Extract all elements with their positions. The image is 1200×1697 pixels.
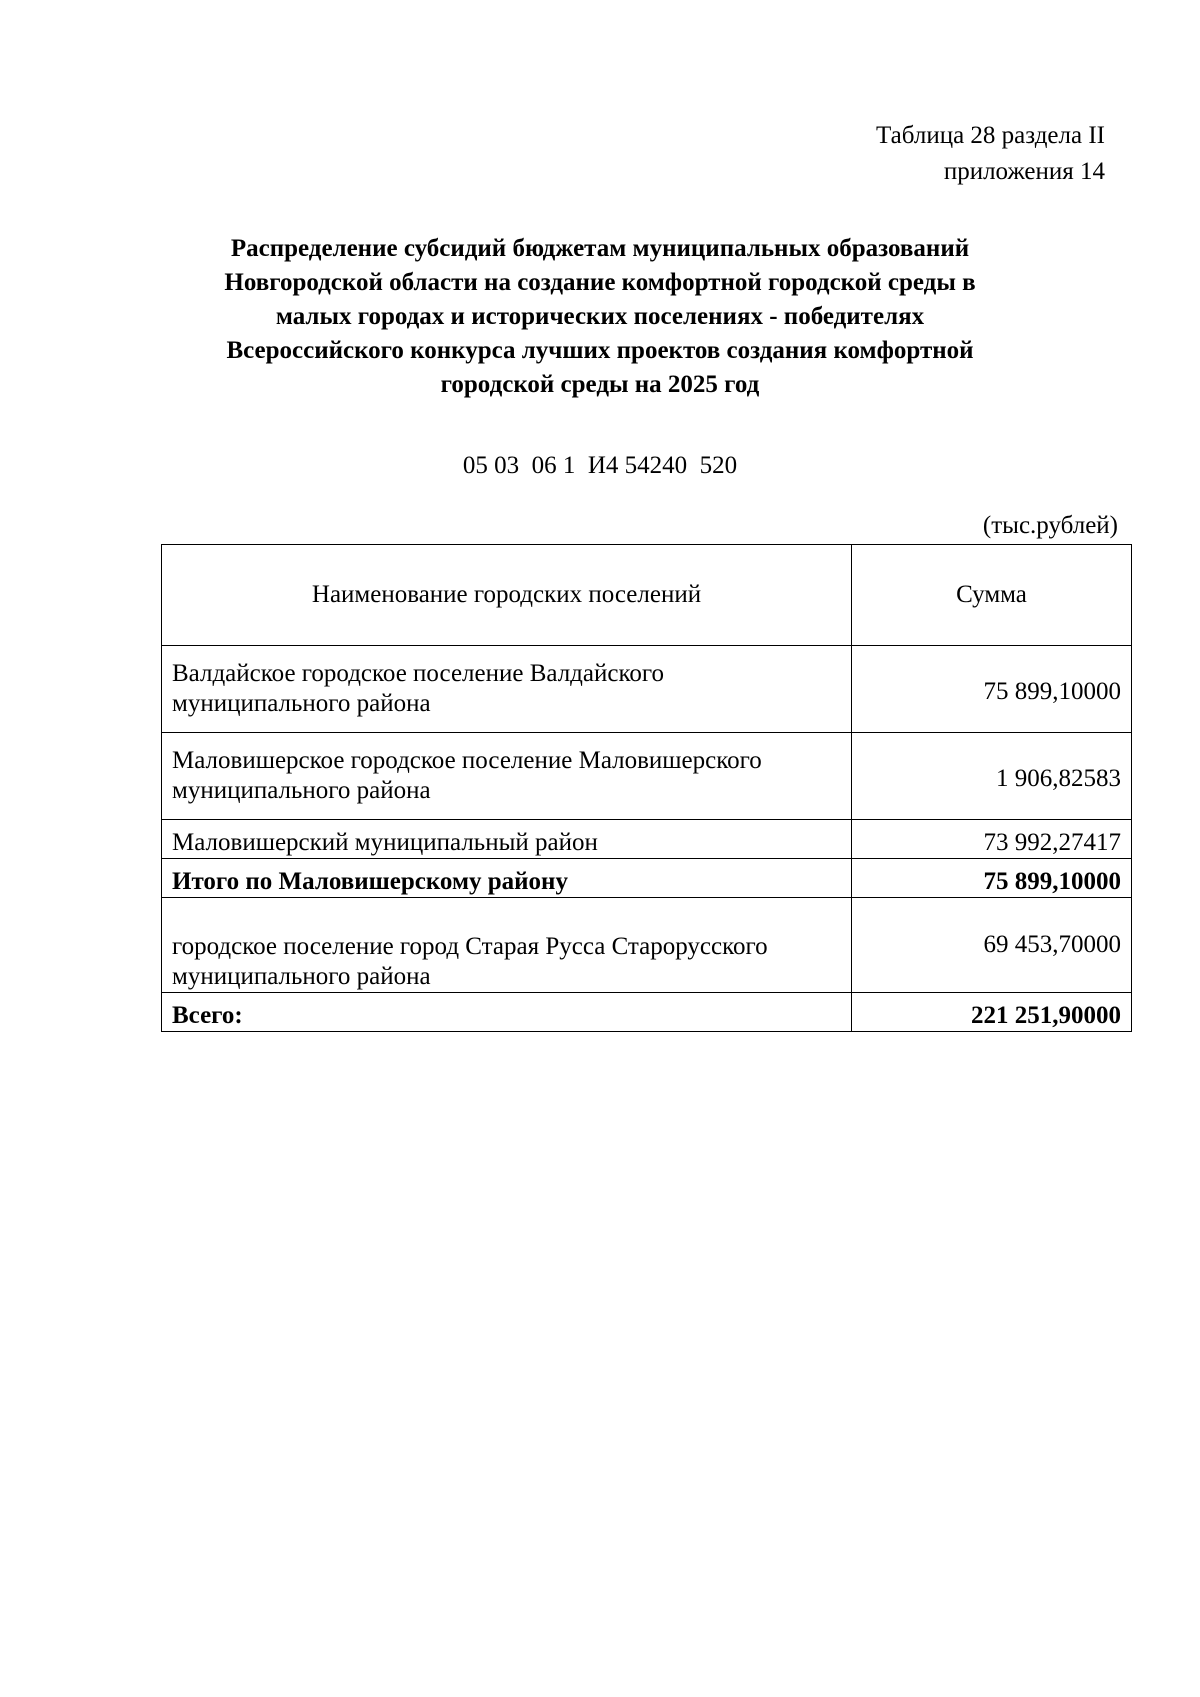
row-name: городское поселение город Старая Русса Старорусского муниципального района [162,898,852,993]
title-line: малых городах и исторических поселениях - победителях [275,303,925,330]
column-header-name: Наименование городских поселений [162,545,852,646]
row-sum: 1 906,82583 [852,733,1132,820]
table-header-row [162,545,1132,646]
row-sum: 75 899,10000 [852,646,1132,733]
subtotal-sum: 75 899,10000 [852,859,1132,898]
row-sum: 69 453,70000 [852,898,1132,993]
table-row [162,898,1132,993]
subsidy-table [161,544,1132,1032]
total-row [162,993,1132,1032]
subtotal-row [162,859,1132,898]
document-title [150,232,1050,402]
table-reference [876,118,1105,190]
table-row [162,733,1132,820]
unit-label: (тыс.рублей) [982,512,1118,539]
row-name: Маловишерское городское поселение Маловишерского муниципального района [162,733,852,820]
row-name: Маловишерский муниципальный район [162,820,852,859]
title-line: городской среды на 2025 год [440,371,760,398]
total-name: Всего: [162,993,852,1032]
title-line: Распределение субсидий бюджетам муниципальных образований [230,235,970,262]
subtotal-name: Итого по Маловишерскому району [162,859,852,898]
reference-line-table: Таблица 28 раздела II [876,122,1105,149]
reference-line-appendix: приложения 14 [943,158,1105,185]
table-row [162,646,1132,733]
title-line: Всероссийского конкурса лучших проектов создания комфортной [226,337,974,364]
column-header-sum: Сумма [852,545,1132,646]
table-row [162,820,1132,859]
row-name: Валдайское городское поселение Валдайского муниципального района [162,646,852,733]
budget-classification-code: 05 03 06 1 И4 54240 520 [462,452,738,479]
title-line: Новгородской области на создание комфортной городской среды в [224,269,976,296]
total-sum: 221 251,90000 [852,993,1132,1032]
row-sum: 73 992,27417 [852,820,1132,859]
